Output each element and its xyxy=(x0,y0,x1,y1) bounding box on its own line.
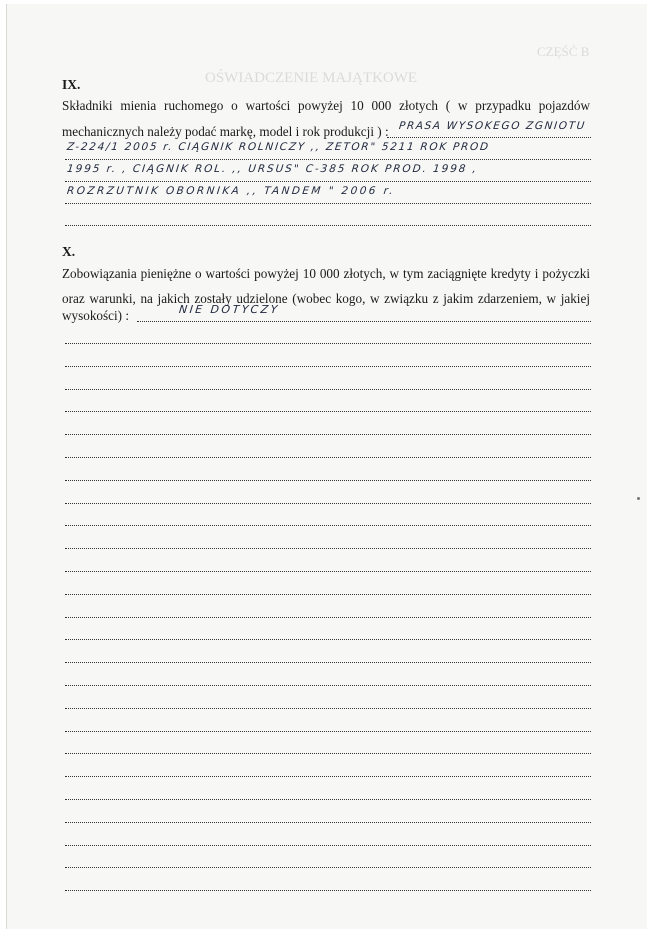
section-x-handwritten: NIE DOTYCZY xyxy=(178,303,281,316)
blank-answer-line xyxy=(65,594,591,595)
section-ix-handwritten-line3: 1995 r. , CIĄGNIK ROL. ,, URSUS" C-385 ROK PROD. 1998 , xyxy=(66,163,479,175)
section-ix-handwritten-line1: PRASA WYSOKEGO ZGNIOTU xyxy=(398,120,587,132)
section-x-number: X. xyxy=(62,244,76,259)
blank-answer-line xyxy=(65,457,591,458)
dotted-line xyxy=(387,137,591,138)
section-ix-text-line1: Składniki mienia ruchomego o wartości powyżej 10 000 złotych ( w przypadku pojazdów xyxy=(62,98,590,113)
blank-answer-line xyxy=(65,503,591,504)
dotted-line xyxy=(65,181,591,182)
blank-answer-line xyxy=(65,389,591,390)
blank-answer-line xyxy=(65,708,591,709)
blank-answer-line xyxy=(65,867,591,868)
blank-answer-line xyxy=(65,799,591,800)
blank-answer-line xyxy=(65,411,591,412)
blank-answer-line xyxy=(65,890,591,891)
dotted-line xyxy=(65,159,591,160)
dotted-line xyxy=(137,321,591,322)
bleed-through-corner: CZĘŚĆ B xyxy=(537,44,590,59)
section-ix-handwritten-line2: Z-224/1 2005 r. CIĄGNIK ROLNICZY ,, ZETOR" 5211 ROK PROD xyxy=(66,141,491,153)
blank-answer-line xyxy=(65,366,591,367)
blank-answer-line xyxy=(65,343,591,344)
blank-answer-line xyxy=(65,571,591,572)
blank-answer-line xyxy=(65,685,591,686)
blank-answer-line xyxy=(65,845,591,846)
blank-answer-line xyxy=(65,753,591,754)
blank-answer-line xyxy=(65,548,591,549)
blank-answer-line xyxy=(65,822,591,823)
document-page xyxy=(6,4,647,929)
dotted-line xyxy=(65,225,591,226)
section-ix-handwritten-line4: ROZRZUTNIK OBORNIKA ,, TANDEM " 2006 r. xyxy=(66,185,396,197)
section-ix-number: IX. xyxy=(62,77,81,92)
blank-answer-line xyxy=(65,434,591,435)
blank-answer-line xyxy=(65,731,591,732)
scan-speck xyxy=(637,497,640,500)
dotted-line xyxy=(65,203,591,204)
section-ix-text-line2: mechanicznych należy podać markę, model i rok produkcji ) : xyxy=(62,124,389,139)
blank-answer-line xyxy=(65,525,591,526)
blank-answer-line xyxy=(65,617,591,618)
section-x-text-line3: wysokości) : xyxy=(62,308,130,323)
section-x-text-line2: oraz warunki, na jakich zostały udzielone (wobec kogo, w związku z jakim zdarzeniem, w jakiej xyxy=(62,291,590,306)
blank-answer-line xyxy=(65,639,591,640)
blank-answer-line xyxy=(65,776,591,777)
blank-answer-line xyxy=(65,480,591,481)
blank-answer-line xyxy=(65,662,591,663)
bleed-through-header: OŚWIADCZENIE MAJĄTKOWE xyxy=(205,70,418,86)
section-x-text-line1: Zobowiązania pieniężne o wartości powyżej 10 000 złotych, w tym zaciągnięte kredyty i pożyczki xyxy=(62,266,590,281)
